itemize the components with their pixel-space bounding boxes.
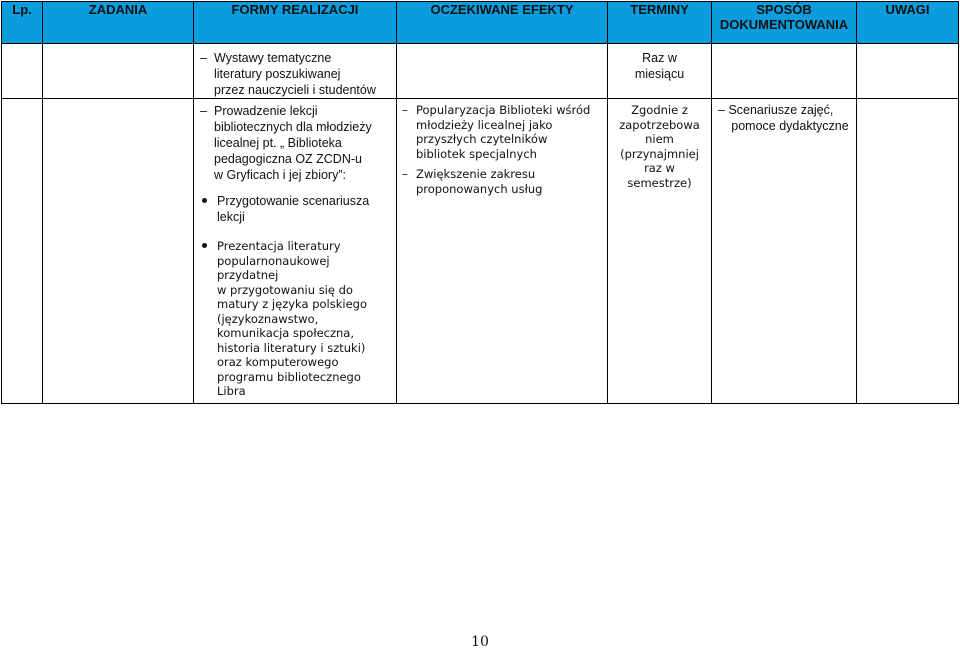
table-row (2, 99, 959, 404)
text-line: zapotrzebowa (619, 117, 700, 132)
text-line: Przygotowanie scenariusza (217, 194, 370, 208)
text-line: Wystawy tematyczne (214, 51, 332, 65)
dash-list-item (200, 50, 392, 98)
text-line: Raz w (642, 51, 677, 65)
text-line (718, 102, 854, 118)
text-line: pomoce dydaktyczne (731, 119, 849, 133)
text-line: przydatnej (217, 268, 279, 282)
text-line: Libra (217, 384, 246, 398)
header-sposob-dokumentowania (712, 2, 857, 44)
header-terminy: TERMINY (608, 2, 712, 44)
text-line: pedagogiczna OZ ZCDN-u (214, 152, 362, 166)
text-line: proponowanych usług (416, 181, 543, 196)
header-formy-realizacji: FORMY REALIZACJI (194, 2, 397, 44)
cell-sposob (712, 99, 857, 404)
text-line: literatury poszukiwanej (214, 67, 341, 81)
text-line: programu bibliotecznego (217, 369, 361, 384)
header-oczekiwane-efekty: OCZEKIWANE EFEKTY (397, 2, 608, 44)
text-line: matury z języka polskiego (217, 297, 367, 311)
dash-list-item (200, 103, 392, 183)
text-line: Popularyzacja Biblioteki wśród (416, 103, 591, 117)
dash-list-item (718, 102, 854, 134)
text-line: raz w (644, 161, 675, 175)
text-line: oraz komputerowego (217, 355, 339, 369)
cell-formy (194, 99, 397, 404)
header-uwagi: UWAGI (857, 2, 959, 44)
cell-zadania (43, 99, 194, 404)
cell-uwagi (857, 44, 959, 99)
table-row (2, 44, 959, 99)
text-line: Prezentacja literatury (217, 239, 341, 253)
text-line: lekcji (217, 210, 245, 224)
cell-lp (2, 99, 43, 404)
text-line: Zwiększenie zakresu (416, 167, 536, 181)
cell-terminy (608, 44, 712, 99)
text-line: Zgodnie z (631, 103, 688, 117)
text-line: przyszłych czytelników (416, 132, 548, 146)
text-line: komunikacja społeczna, (217, 326, 355, 340)
text-line: niem (645, 132, 674, 146)
cell-zadania (43, 44, 194, 99)
header-row (2, 2, 959, 44)
bullet-list-item (199, 239, 392, 399)
text-line: semestrze) (627, 175, 692, 190)
text-line: licealnej pt. „ Biblioteka (214, 136, 342, 150)
text-line: historia literatury i sztuki) (217, 340, 366, 355)
text-line: (przynajmniej (620, 146, 699, 161)
bullet-marker (202, 198, 207, 203)
text-line: młodzieży licealnej jako (416, 117, 553, 132)
dash-marker: – (718, 103, 725, 117)
cell-efekty (397, 99, 608, 404)
text-line: (językoznawstwo, (217, 311, 319, 326)
cell-efekty (397, 44, 608, 99)
header-sposob-line2: DOKUMENTOWANIA (719, 17, 849, 32)
header-sposob-line1: SPOSÓB (756, 2, 812, 17)
cell-sposob (712, 44, 857, 99)
dash-marker: – (200, 104, 207, 118)
text-line: miesiącu (634, 67, 685, 81)
text-line: popularnonaukowej (217, 253, 330, 268)
text-line: Scenariusze zajęć, (728, 103, 834, 117)
cell-lp (2, 44, 43, 99)
cell-formy (194, 44, 397, 99)
dash-marker: – (200, 51, 207, 65)
dash-list-item (402, 103, 603, 161)
header-lp: Lp. (2, 2, 43, 44)
cell-terminy (608, 99, 712, 404)
text-line: bibliotek specjalnych (416, 146, 537, 161)
text-line: w przygotowaniu się do (217, 282, 353, 297)
header-zadania: ZADANIA (43, 2, 194, 44)
plan-table (1, 1, 959, 404)
page-number: 10 (471, 634, 489, 650)
cell-uwagi (857, 99, 959, 404)
text-line: w Gryficach i jej zbiory”: (214, 168, 346, 182)
bullet-marker (202, 243, 207, 248)
bullet-list-item (199, 193, 392, 225)
text-line: przez nauczycieli i studentów (214, 83, 376, 97)
dash-list-item (402, 167, 603, 196)
text-line: Prowadzenie lekcji (214, 104, 318, 118)
dash-marker: – (402, 103, 408, 117)
text-line: bibliotecznych dla młodzieży (214, 120, 372, 134)
dash-marker: – (402, 167, 408, 181)
